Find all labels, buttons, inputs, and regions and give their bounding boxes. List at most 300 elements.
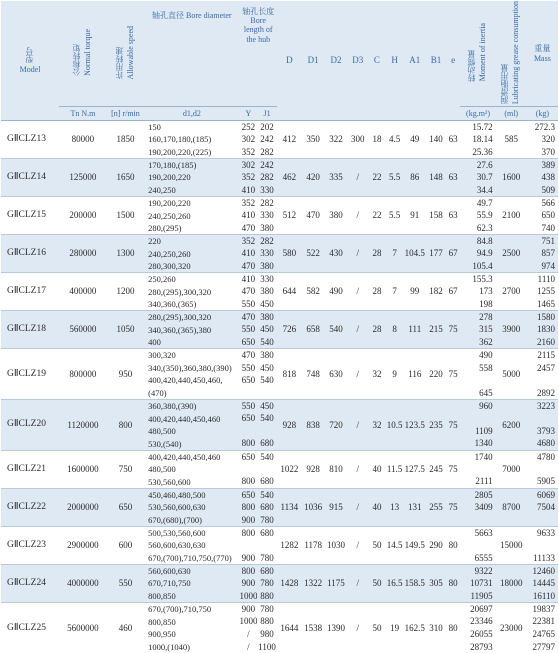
header-hub-cn: 轴孔长度 — [242, 7, 275, 16]
header-d: D — [277, 1, 302, 121]
table-row — [1, 450, 558, 463]
hub-j1-cell: 330 — [257, 247, 277, 260]
dim-b1-cell: 310 — [426, 603, 446, 653]
bore-cell: 400 — [144, 336, 239, 349]
torque-cell: 1600000 — [59, 450, 107, 488]
coupling-spec-table-page — [1, 1, 558, 652]
speed-cell: 460 — [107, 603, 144, 653]
header-b1: B1 — [426, 1, 446, 121]
speed-cell: 750 — [107, 450, 144, 488]
table-row — [1, 400, 558, 413]
header-mass-unit: (kg) — [527, 107, 558, 121]
bore-cell: 450,460,480,500 — [144, 489, 239, 502]
bore-cell: 190,200,220 — [144, 197, 239, 210]
mass-cell: 370 — [527, 146, 558, 159]
inertia-cell — [460, 463, 495, 476]
bore-cell: 480,500 — [144, 463, 239, 476]
dim-d1-cell: 928 — [302, 450, 325, 488]
inertia-cell: 23346 — [460, 615, 495, 628]
table-row — [1, 565, 558, 578]
hub-y-cell: 1000 — [240, 590, 258, 603]
mass-cell: 6069 — [527, 489, 558, 502]
grease-cell: 15000 — [496, 527, 527, 565]
bore-cell: (470) — [144, 387, 239, 400]
hub-y-cell — [240, 463, 258, 476]
header-inertia-cn: 转动惯量 — [467, 49, 477, 82]
bore-cell: 800,850 — [144, 590, 239, 603]
bore-cell: 300,320 — [144, 349, 239, 362]
torque-cell: 125000 — [59, 159, 107, 197]
hub-y-cell: 550 — [240, 298, 258, 311]
mass-cell: 272.3 — [527, 121, 558, 134]
dim-c-cell: 28 — [368, 311, 386, 349]
inertia-cell: 49.7 — [460, 197, 495, 210]
dim-a1-cell: 116 — [403, 349, 426, 400]
header-torque-cn: 公称转矩 — [72, 43, 81, 76]
mass-cell: 974 — [527, 260, 558, 273]
header-hub-y: Y — [240, 107, 258, 121]
header-model-en: Model — [19, 64, 41, 74]
dim-e-cell: 63 — [446, 197, 461, 235]
dim-a1-cell: 49 — [403, 121, 426, 159]
header-a1: A1 — [403, 1, 426, 121]
header-inertia — [460, 1, 495, 107]
inertia-cell: 490 — [460, 349, 495, 362]
bore-cell: 280,(295),300,320 — [144, 286, 239, 299]
model-cell: GⅡCLZ14 — [1, 159, 59, 197]
bore-cell: 240,250,260 — [144, 247, 239, 260]
header-inertia-unit: (kg.m²) — [460, 107, 495, 121]
inertia-cell: 10731 — [460, 577, 495, 590]
inertia-cell: 278 — [460, 311, 495, 324]
header-speed — [107, 1, 144, 107]
header-d1: D1 — [302, 1, 325, 121]
mass-cell: 14445 — [527, 577, 558, 590]
dim-d1-cell: 350 — [302, 121, 325, 159]
bore-cell: 530,(540) — [144, 438, 239, 451]
model-cell: GⅡCLZ21 — [1, 450, 59, 488]
speed-cell: 1650 — [107, 159, 144, 197]
header-mass — [527, 1, 558, 107]
bore-cell: 170,180,(185) — [144, 159, 239, 172]
mass-cell: 9633 — [527, 527, 558, 540]
dim-d3-cell: / — [347, 159, 368, 197]
hub-j1-cell: 540 — [257, 336, 277, 349]
inertia-cell: 3409 — [460, 501, 495, 514]
mass-cell: 2160 — [527, 336, 558, 349]
mass-cell: 22381 — [527, 615, 558, 628]
dim-d-cell: 928 — [277, 400, 302, 451]
dim-a1-cell: 162.5 — [403, 603, 426, 653]
grease-cell: 7000 — [496, 450, 527, 488]
inertia-cell: 105.4 — [460, 260, 495, 273]
grease-cell: 2500 — [496, 235, 527, 273]
bore-cell: 150 — [144, 121, 239, 134]
header-torque-unit: Tn N.m — [59, 107, 107, 121]
mass-cell: 7504 — [527, 501, 558, 514]
dim-b1-cell: 182 — [426, 273, 446, 311]
dim-h-cell: 7 — [386, 235, 404, 273]
bore-cell: 670,710,750 — [144, 577, 239, 590]
inertia-cell: 26055 — [460, 628, 495, 641]
dim-d-cell: 412 — [277, 121, 302, 159]
mass-cell: 438 — [527, 171, 558, 184]
table-row — [1, 273, 558, 286]
inertia-cell — [460, 412, 495, 425]
hub-j1-cell: 380 — [257, 260, 277, 273]
hub-y-cell: 252 — [240, 121, 258, 134]
dim-d2-cell: 720 — [325, 400, 348, 451]
dim-a1-cell: 123.5 — [403, 400, 426, 451]
table-row — [1, 527, 558, 540]
inertia-cell: 5663 — [460, 527, 495, 540]
torque-cell: 800000 — [59, 349, 107, 400]
mass-cell: 1465 — [527, 298, 558, 311]
inertia-cell: 18.14 — [460, 133, 495, 146]
dim-h-cell: 4.5 — [386, 121, 404, 159]
bore-cell: 340,(350),360,380,(390) — [144, 362, 239, 375]
grease-cell: 3900 — [496, 311, 527, 349]
hub-y-cell — [240, 387, 258, 400]
mass-cell: 2115 — [527, 349, 558, 362]
inertia-cell: 34.4 — [460, 184, 495, 197]
grease-cell: 8700 — [496, 489, 527, 527]
hub-j1-cell: 380 — [257, 311, 277, 324]
bore-cell: 400,420,440,450,460 — [144, 412, 239, 425]
dim-d3-cell: / — [347, 565, 368, 603]
dim-d1-cell: 1322 — [302, 565, 325, 603]
dim-c-cell: 28 — [368, 235, 386, 273]
hub-j1-cell: 380 — [257, 286, 277, 299]
header-d2: D2 — [325, 1, 348, 121]
dim-h-cell: 16.5 — [386, 565, 404, 603]
dim-d-cell: 726 — [277, 311, 302, 349]
bore-cell: 340,360,(365),380 — [144, 324, 239, 337]
dim-b1-cell: 215 — [426, 311, 446, 349]
bore-cell: 280,(295),300,320 — [144, 311, 239, 324]
hub-j1-cell: 780 — [257, 577, 277, 590]
hub-y-cell: 800 — [240, 438, 258, 451]
table-row — [1, 121, 558, 134]
header-bore — [144, 1, 239, 107]
bore-cell: 670,(700),710,750,(770) — [144, 552, 239, 565]
hub-y-cell: 800 — [240, 501, 258, 514]
inertia-cell: 9322 — [460, 565, 495, 578]
inertia-cell: 55.9 — [460, 209, 495, 222]
header-speed-unit: [n] r/min — [107, 107, 144, 121]
dim-d2-cell: 430 — [325, 235, 348, 273]
bore-cell: 400,420,440,450,460 — [144, 450, 239, 463]
header-inertia-en: Moment of inertia — [478, 23, 488, 82]
torque-cell: 560000 — [59, 311, 107, 349]
header-model-cn: 型号 — [24, 46, 34, 63]
dim-b1-cell: 255 — [426, 489, 446, 527]
grease-cell: 2100 — [496, 197, 527, 235]
mass-cell — [527, 412, 558, 425]
table-row — [1, 311, 558, 324]
dim-e-cell: 67 — [446, 273, 461, 311]
hub-y-cell: 900 — [240, 577, 258, 590]
hub-j1-cell: 980 — [257, 628, 277, 641]
mass-cell: 16110 — [527, 590, 558, 603]
inertia-cell: 62.3 — [460, 222, 495, 235]
header-c: C — [368, 1, 386, 121]
header-grease-en: Lubricating grease consumption — [511, 1, 521, 105]
dim-a1-cell: 131 — [403, 489, 426, 527]
hub-j1-cell: 780 — [257, 552, 277, 565]
hub-j1-cell: 330 — [257, 273, 277, 286]
dim-e-cell: 67 — [446, 235, 461, 273]
dim-d-cell: 1644 — [277, 603, 302, 653]
torque-cell: 280000 — [59, 235, 107, 273]
dim-h-cell: 8 — [386, 311, 404, 349]
inertia-cell: 11905 — [460, 590, 495, 603]
dim-d3-cell: / — [347, 450, 368, 488]
hub-y-cell: / — [240, 641, 258, 653]
hub-y-cell: 650 — [240, 450, 258, 463]
dim-h-cell: 5.5 — [386, 159, 404, 197]
dim-e-cell: 80 — [446, 565, 461, 603]
grease-cell: 585 — [496, 121, 527, 159]
model-cell: GⅡCLZ24 — [1, 565, 59, 603]
mass-cell: 24765 — [527, 628, 558, 641]
hub-y-cell: / — [240, 628, 258, 641]
hub-y-cell: 302 — [240, 159, 258, 172]
mass-cell — [527, 463, 558, 476]
dim-d3-cell: 300 — [347, 121, 368, 159]
header-mass-en: Mass — [533, 53, 551, 63]
header-grease-cn: 润滑脂用量 — [500, 64, 510, 105]
mass-cell: 389 — [527, 159, 558, 172]
header-h: H — [386, 1, 404, 121]
dim-c-cell: 22 — [368, 197, 386, 235]
bore-cell: 190,200,220 — [144, 171, 239, 184]
dim-d2-cell: 335 — [325, 159, 348, 197]
dim-d1-cell: 1178 — [302, 527, 325, 565]
dim-e-cell: 75 — [446, 489, 461, 527]
dim-e-cell: 63 — [446, 121, 461, 159]
bore-cell: 480,500 — [144, 425, 239, 438]
inertia-cell: 30.7 — [460, 171, 495, 184]
dim-d2-cell: 1390 — [325, 603, 348, 653]
inertia-cell: 94.9 — [460, 247, 495, 260]
hub-y-cell: 352 — [240, 197, 258, 210]
coupling-spec-table — [1, 1, 558, 653]
hub-y-cell: 1000 — [239, 616, 258, 627]
dim-h-cell: 5.5 — [386, 197, 404, 235]
dim-d2-cell: 810 — [325, 450, 348, 488]
hub-j1-cell: 380 — [257, 349, 277, 362]
header-d3: D3 — [347, 1, 368, 121]
dim-c-cell: 32 — [368, 349, 386, 400]
table-row — [1, 603, 558, 616]
mass-cell: 5905 — [527, 476, 558, 489]
mass-cell: 3223 — [527, 400, 558, 413]
mass-cell: 19837 — [527, 603, 558, 616]
inertia-cell: 558 — [460, 362, 495, 375]
hub-j1-cell: 880 — [257, 590, 277, 603]
dim-d-cell: 1428 — [277, 565, 302, 603]
hub-y-cell: 470 — [240, 222, 258, 235]
mass-cell — [527, 374, 558, 387]
bore-cell: 160,170,180,(185) — [144, 133, 239, 146]
hub-y-cell: 352 — [240, 171, 258, 184]
dim-d-cell: 462 — [277, 159, 302, 197]
speed-cell: 1050 — [107, 311, 144, 349]
inertia-cell: 155.3 — [460, 273, 495, 286]
dim-d1-cell: 838 — [302, 400, 325, 451]
dim-b1-cell: 220 — [426, 349, 446, 400]
dim-d1-cell: 522 — [302, 235, 325, 273]
hub-y-cell: 352 — [240, 146, 258, 159]
dim-d1-cell: 658 — [302, 311, 325, 349]
dim-d-cell: 818 — [277, 349, 302, 400]
mass-cell: 4680 — [527, 438, 558, 451]
dim-d2-cell: 1030 — [325, 527, 348, 565]
hub-j1-cell: 680 — [257, 476, 277, 489]
model-cell: GⅡCLZ22 — [1, 489, 59, 527]
grease-cell: 1600 — [496, 159, 527, 197]
dim-b1-cell: 290 — [426, 527, 446, 565]
dim-b1-cell: 148 — [426, 159, 446, 197]
bore-cell: 280,(295) — [144, 222, 239, 235]
torque-cell: 1120000 — [59, 400, 107, 451]
inertia-cell: 645 — [460, 387, 495, 400]
dim-d3-cell: / — [347, 197, 368, 235]
model-cell: GⅡCLZ17 — [1, 273, 59, 311]
hub-j1-cell — [257, 463, 277, 476]
hub-j1-cell: 780 — [257, 514, 277, 527]
hub-y-cell — [240, 539, 258, 552]
table-row — [1, 489, 558, 502]
header-grease-unit: (ml) — [496, 107, 527, 121]
hub-j1-cell: 450 — [257, 400, 277, 413]
header-speed-cn: 许用转速 — [114, 47, 124, 80]
dim-d3-cell: / — [347, 311, 368, 349]
mass-cell: 1830 — [527, 324, 558, 337]
speed-cell: 550 — [107, 565, 144, 603]
dim-h-cell: 11.5 — [386, 450, 404, 488]
bore-cell: 220 — [144, 235, 239, 248]
bore-cell: 340,360,(365) — [144, 298, 239, 311]
hub-j1-cell: 202 — [257, 121, 277, 134]
mass-cell — [527, 514, 558, 527]
dim-h-cell: 14.5 — [386, 527, 404, 565]
dim-a1-cell: 111 — [403, 311, 426, 349]
dim-b1-cell: 140 — [426, 121, 446, 159]
inertia-cell: 27.6 — [460, 159, 495, 172]
speed-cell: 950 — [107, 349, 144, 400]
dim-e-cell: 80 — [446, 603, 461, 653]
dim-d1-cell: 582 — [302, 273, 325, 311]
dim-d2-cell: 540 — [325, 311, 348, 349]
hub-j1-cell: 282 — [257, 197, 277, 210]
hub-j1-cell: 450 — [257, 324, 277, 337]
bore-cell: 500,530,560,600 — [144, 527, 239, 540]
speed-cell: 1850 — [107, 121, 144, 159]
hub-y-cell: 650 — [240, 489, 258, 502]
dim-h-cell: 13 — [386, 489, 404, 527]
header-bore-title: 轴孔直径 Bore diameter — [152, 11, 232, 20]
hub-y-cell: 800 — [240, 527, 258, 540]
dim-e-cell: 80 — [446, 527, 461, 565]
bore-cell: 530,560,600 — [144, 476, 239, 489]
hub-j1-cell: 540 — [257, 489, 277, 502]
header-model — [1, 1, 59, 121]
hub-j1-cell — [257, 387, 277, 400]
header-torque — [59, 1, 107, 107]
speed-cell: 650 — [107, 489, 144, 527]
torque-cell: 400000 — [59, 273, 107, 311]
inertia-cell: 84.8 — [460, 235, 495, 248]
hub-y-cell: 900 — [240, 514, 258, 527]
hub-y-cell: 410 — [240, 209, 258, 222]
model-cell: GⅡCLZ19 — [1, 349, 59, 400]
dim-d1-cell: 470 — [302, 197, 325, 235]
model-cell: GⅡCLZ16 — [1, 235, 59, 273]
dim-d3-cell: / — [347, 603, 368, 653]
bore-cell: 800,850 — [144, 615, 239, 628]
model-cell: GⅡCLZ13 — [1, 121, 59, 159]
hub-y-cell: 410 — [240, 273, 258, 286]
dim-e-cell: 75 — [446, 349, 461, 400]
bore-cell: 240,250,260 — [144, 209, 239, 222]
header-hub-en: Bore length of the hub — [243, 16, 273, 44]
hub-j1-cell: 380 — [257, 222, 277, 235]
dim-d-cell: 512 — [277, 197, 302, 235]
bore-cell: 360,380,(390) — [144, 400, 239, 413]
dim-b1-cell: 235 — [426, 400, 446, 451]
hub-y-cell: 352 — [240, 235, 258, 248]
hub-j1-cell: 540 — [257, 450, 277, 463]
mass-cell: 11133 — [527, 552, 558, 565]
dim-d-cell: 1022 — [277, 450, 302, 488]
inertia-cell: 2111 — [460, 476, 495, 489]
hub-y-cell: 470 — [240, 286, 258, 299]
model-cell: GⅡCLZ15 — [1, 197, 59, 235]
dim-d2-cell: 915 — [325, 489, 348, 527]
hub-j1-cell: 330 — [257, 184, 277, 197]
mass-cell: 1580 — [527, 311, 558, 324]
grease-cell: 23000 — [496, 603, 527, 653]
dim-b1-cell: 305 — [426, 565, 446, 603]
table-body — [1, 121, 558, 653]
torque-cell: 4000000 — [59, 565, 107, 603]
hub-j1-cell: 680 — [257, 501, 277, 514]
mass-cell: 751 — [527, 235, 558, 248]
dim-b1-cell: 245 — [426, 450, 446, 488]
hub-j1-cell: 282 — [257, 146, 277, 159]
bore-cell: 900,950 — [144, 628, 239, 641]
table-row — [1, 197, 558, 210]
inertia-cell: 1109 — [460, 425, 495, 438]
dim-c-cell: 22 — [368, 159, 386, 197]
dim-d2-cell: 1175 — [325, 565, 348, 603]
inertia-cell — [460, 539, 495, 552]
inertia-cell: 1740 — [460, 450, 495, 463]
mass-cell: 27797 — [527, 641, 558, 653]
mass-cell: 4780 — [527, 450, 558, 463]
dim-c-cell: 40 — [368, 489, 386, 527]
hub-y-cell: 650 — [240, 374, 258, 387]
torque-cell: 5600000 — [59, 603, 107, 653]
dim-d2-cell: 380 — [325, 197, 348, 235]
model-cell: GⅡCLZ23 — [1, 527, 59, 565]
hub-y-cell — [240, 425, 258, 438]
inertia-cell: 960 — [460, 400, 495, 413]
table-row — [1, 159, 558, 172]
hub-j1-cell: 450 — [257, 362, 277, 375]
